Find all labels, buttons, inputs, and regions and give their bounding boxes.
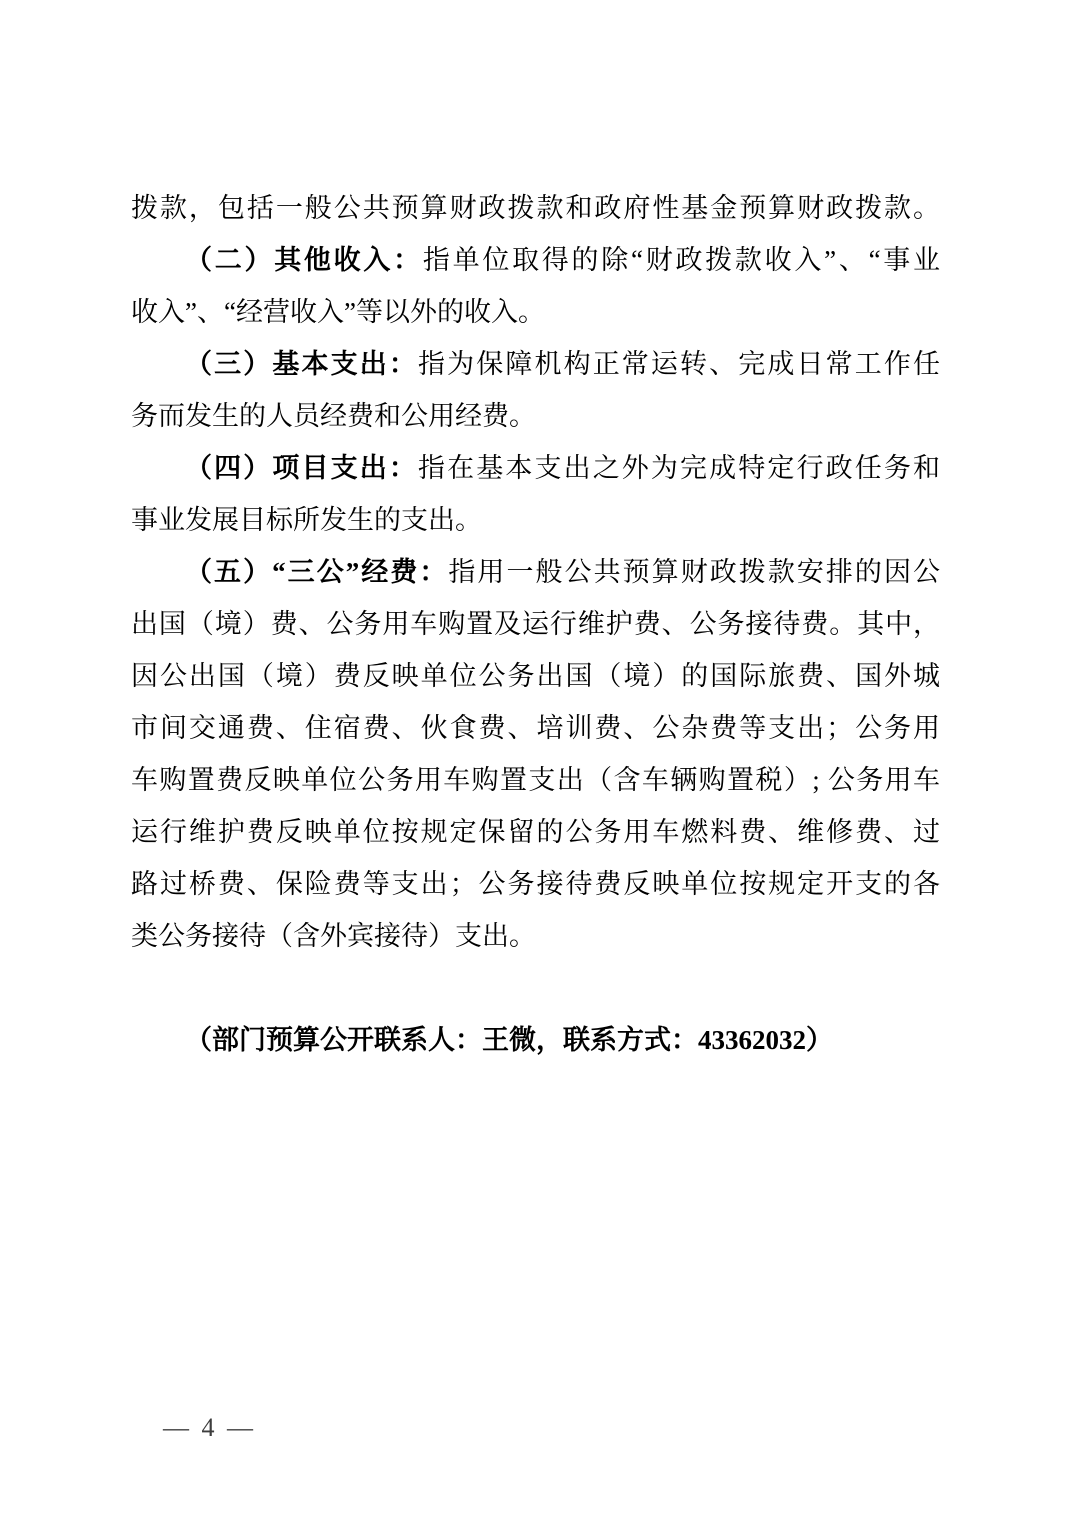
text-segment: 路过桥费、保险费等支出；公务接待费反映单位按规定开支的各 xyxy=(131,869,940,899)
text-line xyxy=(131,806,940,858)
text-segment: 因公出国（境）费反映单位公务出国（境）的国际旅费、国外城 xyxy=(131,661,940,691)
text-segment: 运行维护费反映单位按规定保留的公务用车燃料费、维修费、过 xyxy=(131,817,940,847)
page-number: — 4 — xyxy=(163,1413,253,1442)
term-label: （四）项目支出： xyxy=(185,453,418,483)
text-line xyxy=(131,858,940,910)
text-line xyxy=(131,390,940,442)
text-line xyxy=(131,494,940,546)
text-segment: 指在基本支出之外为完成特定行政任务和 xyxy=(417,453,941,483)
text-segment: 指用一般公共预算财政拨款安排的因公 xyxy=(448,557,941,587)
text-segment: 出国（境）费、公务用车购置及运行维护费、公务接待费。其中， xyxy=(131,609,940,639)
text-line xyxy=(131,442,940,494)
contact-line xyxy=(131,1014,940,1066)
text-line xyxy=(131,598,940,650)
text-segment: 类公务接待（含外宾接待）支出。 xyxy=(131,921,536,951)
text-segment: 市间交通费、住宿费、伙食费、培训费、公杂费等支出；公务用 xyxy=(131,713,940,743)
text-line xyxy=(131,702,940,754)
document-body xyxy=(131,182,940,1066)
text-segment: 车购置费反映单位公务用车购置支出（含车辆购置税）; 公务用车 xyxy=(131,765,940,795)
text-line xyxy=(131,338,940,390)
text-line xyxy=(131,650,940,702)
text-line xyxy=(131,910,940,962)
text-line xyxy=(131,754,940,806)
text-segment: 收入”、“经营收入”等以外的收入。 xyxy=(131,297,545,327)
text-segment: 指单位取得的除“财政拨款收入”、“事业 xyxy=(422,245,941,275)
text-segment: 事业发展目标所发生的支出。 xyxy=(131,505,482,535)
term-label: （三）基本支出： xyxy=(185,349,418,379)
term-label: （部门预算公开联系人：王微，联系方式：43362032） xyxy=(185,1025,833,1055)
text-segment: 指为保障机构正常运转、完成日常工作任 xyxy=(417,349,941,379)
text-line xyxy=(131,234,940,286)
term-label: （二）其他收入： xyxy=(185,245,423,275)
term-label: （五）“三公”经费： xyxy=(185,557,449,587)
text-segment: 拨款，包括一般公共预算财政拨款和政府性基金预算财政拨款。 xyxy=(131,193,940,223)
text-line xyxy=(131,546,940,598)
text-segment: 务而发生的人员经费和公用经费。 xyxy=(131,401,536,431)
text-line xyxy=(131,182,940,234)
text-line xyxy=(131,286,940,338)
